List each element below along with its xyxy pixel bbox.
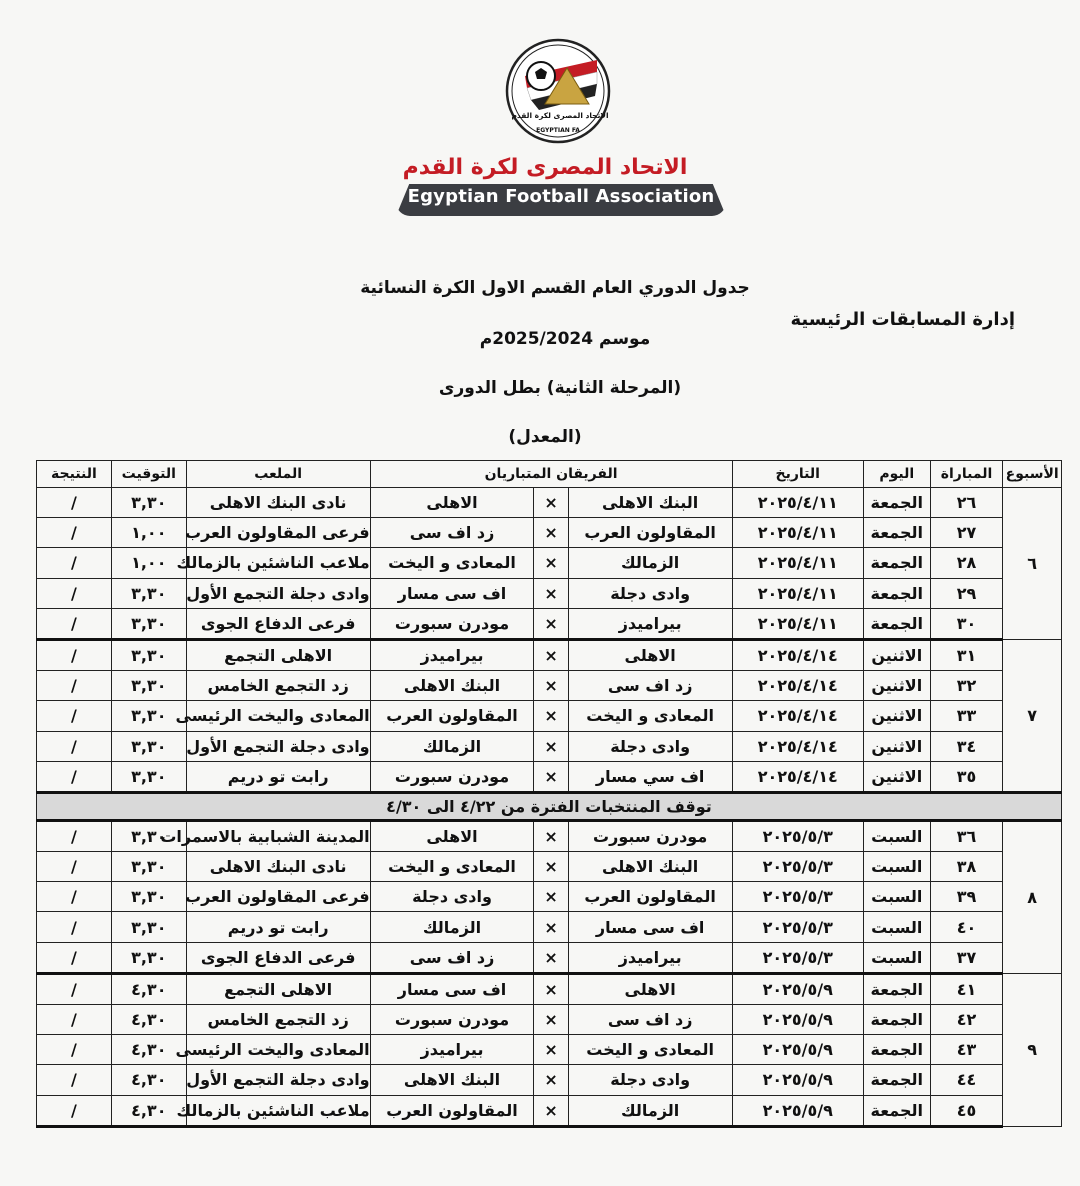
away-team: الاهلى bbox=[370, 820, 534, 851]
association-arabic-name: الاتحاد المصرى لكرة القدم bbox=[402, 155, 688, 180]
versus-mark: × bbox=[534, 488, 568, 518]
table-row bbox=[37, 488, 1062, 518]
home-team: البنك الاهلى bbox=[568, 488, 732, 518]
match-result: / bbox=[37, 608, 112, 639]
col-header-date: التاريخ bbox=[732, 461, 863, 488]
away-team: البنك الاهلى bbox=[370, 1065, 534, 1095]
match-time: ١,٠٠ bbox=[111, 518, 186, 548]
away-team: بيراميدز bbox=[370, 1035, 534, 1065]
match-day: الاثنين bbox=[863, 731, 930, 761]
match-venue: ملاعب الناشئين بالزمالك bbox=[186, 548, 370, 578]
match-time: ٣,٣٠ bbox=[111, 671, 186, 701]
match-date: ٢٠٢٥/٤/١٤ bbox=[732, 701, 863, 731]
table-row bbox=[37, 761, 1062, 792]
away-team: وادى دجلة bbox=[370, 882, 534, 912]
versus-mark: × bbox=[534, 1065, 568, 1095]
modified-label: (المعدل) bbox=[508, 427, 582, 447]
match-venue: المعادى واليخت الرئيسى bbox=[186, 701, 370, 731]
match-day: الجمعة bbox=[863, 1065, 930, 1095]
match-number: ٤٥ bbox=[930, 1095, 1003, 1126]
match-day: الجمعة bbox=[863, 1005, 930, 1035]
match-venue: الاهلى التجمع bbox=[186, 639, 370, 670]
versus-mark: × bbox=[534, 942, 568, 973]
versus-mark: × bbox=[534, 820, 568, 851]
match-venue: الاهلى التجمع bbox=[186, 973, 370, 1004]
match-time: ٤,٣٠ bbox=[111, 1005, 186, 1035]
match-date: ٢٠٢٥/٥/٣ bbox=[732, 942, 863, 973]
match-venue: المعادى واليخت الرئيسى bbox=[186, 1035, 370, 1065]
match-venue: رابت تو دريم bbox=[186, 761, 370, 792]
match-day: الجمعة bbox=[863, 1095, 930, 1126]
match-day: الجمعة bbox=[863, 1035, 930, 1065]
home-team: المقاولون العرب bbox=[568, 882, 732, 912]
match-date: ٢٠٢٥/٤/١٤ bbox=[732, 731, 863, 761]
efa-emblem-logo bbox=[505, 38, 611, 144]
home-team: وادى دجلة bbox=[568, 731, 732, 761]
home-team: الزمالك bbox=[568, 548, 732, 578]
match-time: ٣,٣٠ bbox=[111, 820, 186, 851]
away-team: المعادى و اليخت bbox=[370, 548, 534, 578]
table-row bbox=[37, 852, 1062, 882]
away-team: مودرن سبورت bbox=[370, 608, 534, 639]
table-row bbox=[37, 731, 1062, 761]
away-team: اف سى مسار bbox=[370, 973, 534, 1004]
match-time: ٣,٣٠ bbox=[111, 761, 186, 792]
match-date: ٢٠٢٥/٥/٩ bbox=[732, 973, 863, 1004]
match-number: ٣١ bbox=[930, 639, 1003, 670]
stage-label: (المرحلة الثانية) بطل الدورى bbox=[438, 378, 682, 398]
home-team: الزمالك bbox=[568, 1095, 732, 1126]
table-row bbox=[37, 912, 1062, 942]
col-header-venue: الملعب bbox=[186, 461, 370, 488]
match-result: / bbox=[37, 973, 112, 1004]
match-number: ٤٤ bbox=[930, 1065, 1003, 1095]
match-result: / bbox=[37, 820, 112, 851]
home-team: زد اف سى bbox=[568, 671, 732, 701]
match-day: الجمعة bbox=[863, 548, 930, 578]
match-date: ٢٠٢٥/٥/٩ bbox=[732, 1005, 863, 1035]
week-number: ٦ bbox=[1003, 488, 1062, 640]
match-day: الاثنين bbox=[863, 761, 930, 792]
association-english-name: Egyptian Football Association bbox=[407, 186, 715, 207]
away-team: بيراميدز bbox=[370, 639, 534, 670]
table-row bbox=[37, 1095, 1062, 1126]
col-header-time: التوقيت bbox=[111, 461, 186, 488]
match-number: ٣٩ bbox=[930, 882, 1003, 912]
away-team: البنك الاهلى bbox=[370, 671, 534, 701]
away-team: المعادى و اليخت bbox=[370, 852, 534, 882]
match-number: ٢٦ bbox=[930, 488, 1003, 518]
table-row bbox=[37, 820, 1062, 851]
emblem-arabic-text: الاتحاد المصرى لكرة القدم bbox=[511, 111, 609, 120]
match-venue: زد التجمع الخامس bbox=[186, 671, 370, 701]
week-number: ٩ bbox=[1003, 973, 1062, 1126]
col-header-teams: الفريقان المتباريان bbox=[370, 461, 732, 488]
col-header-day: اليوم bbox=[863, 461, 930, 488]
match-day: السبت bbox=[863, 882, 930, 912]
match-number: ٣٧ bbox=[930, 942, 1003, 973]
match-number: ٤٢ bbox=[930, 1005, 1003, 1035]
match-time: ٣,٣٠ bbox=[111, 608, 186, 639]
table-header-row bbox=[37, 461, 1062, 488]
match-day: الاثنين bbox=[863, 671, 930, 701]
away-team: مودرن سبورت bbox=[370, 1005, 534, 1035]
table-row bbox=[37, 578, 1062, 608]
versus-mark: × bbox=[534, 1035, 568, 1065]
versus-mark: × bbox=[534, 1095, 568, 1126]
match-result: / bbox=[37, 1005, 112, 1035]
match-result: / bbox=[37, 578, 112, 608]
versus-mark: × bbox=[534, 731, 568, 761]
match-venue: نادى البنك الاهلى bbox=[186, 488, 370, 518]
home-team: زد اف سى bbox=[568, 1005, 732, 1035]
match-date: ٢٠٢٥/٤/١١ bbox=[732, 608, 863, 639]
match-date: ٢٠٢٥/٥/٣ bbox=[732, 820, 863, 851]
schedule-title: جدول الدوري العام القسم الاول الكرة النسائية bbox=[360, 278, 750, 298]
match-date: ٢٠٢٥/٥/٣ bbox=[732, 912, 863, 942]
match-result: / bbox=[37, 731, 112, 761]
association-header bbox=[0, 0, 1080, 230]
match-venue: زد التجمع الخامس bbox=[186, 1005, 370, 1035]
table-row bbox=[37, 671, 1062, 701]
match-number: ٣٣ bbox=[930, 701, 1003, 731]
home-team: اف سى مسار bbox=[568, 912, 732, 942]
match-day: السبت bbox=[863, 820, 930, 851]
versus-mark: × bbox=[534, 1005, 568, 1035]
match-day: الجمعة bbox=[863, 518, 930, 548]
table-row bbox=[37, 639, 1062, 670]
home-team: البنك الاهلى bbox=[568, 852, 732, 882]
home-team: بيراميدز bbox=[568, 608, 732, 639]
match-date: ٢٠٢٥/٤/١١ bbox=[732, 518, 863, 548]
match-day: الجمعة bbox=[863, 488, 930, 518]
away-team: المقاولون العرب bbox=[370, 1095, 534, 1126]
table-row bbox=[37, 548, 1062, 578]
versus-mark: × bbox=[534, 548, 568, 578]
match-date: ٢٠٢٥/٤/١٤ bbox=[732, 639, 863, 670]
match-number: ٣٢ bbox=[930, 671, 1003, 701]
match-time: ٤,٣٠ bbox=[111, 1035, 186, 1065]
match-number: ٤٠ bbox=[930, 912, 1003, 942]
versus-mark: × bbox=[534, 882, 568, 912]
match-number: ٤١ bbox=[930, 973, 1003, 1004]
match-result: / bbox=[37, 1095, 112, 1126]
match-number: ٤٣ bbox=[930, 1035, 1003, 1065]
away-team: الزمالك bbox=[370, 731, 534, 761]
match-time: ٣,٣٠ bbox=[111, 912, 186, 942]
department-name: إدارة المسابقات الرئيسية bbox=[790, 309, 1015, 330]
match-date: ٢٠٢٥/٥/٣ bbox=[732, 882, 863, 912]
col-header-result: النتيجة bbox=[37, 461, 112, 488]
table-row bbox=[37, 518, 1062, 548]
table-row bbox=[37, 942, 1062, 973]
match-result: / bbox=[37, 912, 112, 942]
match-venue: ملاعب الناشئين بالزمالك bbox=[186, 1095, 370, 1126]
match-venue: وادى دجلة التجمع الأول bbox=[186, 578, 370, 608]
home-team: وادى دجلة bbox=[568, 1065, 732, 1095]
match-venue: فرعى المقاولون العرب bbox=[186, 882, 370, 912]
home-team: المقاولون العرب bbox=[568, 518, 732, 548]
home-team: بيراميدز bbox=[568, 942, 732, 973]
versus-mark: × bbox=[534, 608, 568, 639]
home-team: المعادى و اليخت bbox=[568, 701, 732, 731]
away-team: اف سى مسار bbox=[370, 578, 534, 608]
match-venue: وادى دجلة التجمع الأول bbox=[186, 731, 370, 761]
week-number: ٧ bbox=[1003, 639, 1062, 792]
match-day: السبت bbox=[863, 852, 930, 882]
table-row bbox=[37, 701, 1062, 731]
match-venue: المدينة الشبابية بالاسمرات bbox=[186, 820, 370, 851]
match-result: / bbox=[37, 701, 112, 731]
home-team: مودرن سبورت bbox=[568, 820, 732, 851]
match-number: ٢٧ bbox=[930, 518, 1003, 548]
home-team: الاهلى bbox=[568, 639, 732, 670]
match-result: / bbox=[37, 1035, 112, 1065]
match-time: ٣,٣٠ bbox=[111, 578, 186, 608]
home-team: المعادى و اليخت bbox=[568, 1035, 732, 1065]
versus-mark: × bbox=[534, 912, 568, 942]
season-label: موسم 2025/2024م bbox=[479, 329, 651, 349]
international-break-text: توقف المنتخبات الفترة من ٤/٢٢ الى ٤/٣٠ bbox=[37, 792, 1062, 820]
match-day: السبت bbox=[863, 942, 930, 973]
table-row bbox=[37, 882, 1062, 912]
match-result: / bbox=[37, 518, 112, 548]
versus-mark: × bbox=[534, 761, 568, 792]
match-date: ٢٠٢٥/٥/٩ bbox=[732, 1035, 863, 1065]
versus-mark: × bbox=[534, 639, 568, 670]
versus-mark: × bbox=[534, 671, 568, 701]
table-row bbox=[37, 1035, 1062, 1065]
away-team: المقاولون العرب bbox=[370, 701, 534, 731]
match-number: ٢٩ bbox=[930, 578, 1003, 608]
col-header-week: الأسبوع bbox=[1003, 461, 1062, 488]
match-date: ٢٠٢٥/٤/١٤ bbox=[732, 761, 863, 792]
match-day: الاثنين bbox=[863, 639, 930, 670]
match-number: ٣٥ bbox=[930, 761, 1003, 792]
away-team: الزمالك bbox=[370, 912, 534, 942]
match-date: ٢٠٢٥/٤/١١ bbox=[732, 548, 863, 578]
match-venue: نادى البنك الاهلى bbox=[186, 852, 370, 882]
match-time: ٣,٣٠ bbox=[111, 731, 186, 761]
match-date: ٢٠٢٥/٤/١١ bbox=[732, 578, 863, 608]
table-row bbox=[37, 1005, 1062, 1035]
home-team: الاهلى bbox=[568, 973, 732, 1004]
match-venue: فرعى الدفاع الجوى bbox=[186, 942, 370, 973]
match-result: / bbox=[37, 548, 112, 578]
versus-mark: × bbox=[534, 518, 568, 548]
match-time: ٣,٣٠ bbox=[111, 852, 186, 882]
match-day: السبت bbox=[863, 912, 930, 942]
match-result: / bbox=[37, 942, 112, 973]
match-result: / bbox=[37, 488, 112, 518]
versus-mark: × bbox=[534, 852, 568, 882]
match-day: الجمعة bbox=[863, 608, 930, 639]
versus-mark: × bbox=[534, 973, 568, 1004]
match-result: / bbox=[37, 882, 112, 912]
match-result: / bbox=[37, 671, 112, 701]
away-team: الاهلى bbox=[370, 488, 534, 518]
match-time: ٤,٣٠ bbox=[111, 1065, 186, 1095]
match-time: ٣,٣٠ bbox=[111, 882, 186, 912]
away-team: زد اف سى bbox=[370, 518, 534, 548]
match-time: ٣,٣٠ bbox=[111, 639, 186, 670]
match-venue: فرعى الدفاع الجوى bbox=[186, 608, 370, 639]
match-date: ٢٠٢٥/٥/٩ bbox=[732, 1065, 863, 1095]
match-time: ٣,٣٠ bbox=[111, 701, 186, 731]
match-date: ٢٠٢٥/٥/٩ bbox=[732, 1095, 863, 1126]
home-team: اف سي مسار bbox=[568, 761, 732, 792]
col-header-match: المباراة bbox=[930, 461, 1003, 488]
match-venue: فرعى المقاولون العرب bbox=[186, 518, 370, 548]
versus-mark: × bbox=[534, 701, 568, 731]
match-time: ٣,٣٠ bbox=[111, 942, 186, 973]
table-row bbox=[37, 1065, 1062, 1095]
versus-mark: × bbox=[534, 578, 568, 608]
match-date: ٢٠٢٥/٤/١٤ bbox=[732, 671, 863, 701]
match-time: ٤,٣٠ bbox=[111, 973, 186, 1004]
match-number: ٣٤ bbox=[930, 731, 1003, 761]
match-result: / bbox=[37, 761, 112, 792]
home-team: وادى دجلة bbox=[568, 578, 732, 608]
match-venue: رابت تو دريم bbox=[186, 912, 370, 942]
match-time: ١,٠٠ bbox=[111, 548, 186, 578]
match-day: الجمعة bbox=[863, 578, 930, 608]
away-team: زد اف سى bbox=[370, 942, 534, 973]
match-result: / bbox=[37, 639, 112, 670]
match-time: ٣,٣٠ bbox=[111, 488, 186, 518]
table-row bbox=[37, 973, 1062, 1004]
match-date: ٢٠٢٥/٤/١١ bbox=[732, 488, 863, 518]
match-time: ٤,٣٠ bbox=[111, 1095, 186, 1126]
match-number: ٣٠ bbox=[930, 608, 1003, 639]
away-team: مودرن سبورت bbox=[370, 761, 534, 792]
emblem-english-text: EGYPTIAN FA bbox=[536, 127, 580, 134]
match-result: / bbox=[37, 1065, 112, 1095]
match-number: ٢٨ bbox=[930, 548, 1003, 578]
match-day: الجمعة bbox=[863, 973, 930, 1004]
international-break-row bbox=[37, 792, 1062, 820]
match-result: / bbox=[37, 852, 112, 882]
week-number: ٨ bbox=[1003, 820, 1062, 973]
match-number: ٣٦ bbox=[930, 820, 1003, 851]
table-row bbox=[37, 608, 1062, 639]
fixtures-body bbox=[37, 488, 1062, 1127]
fixtures-table bbox=[36, 460, 1062, 1128]
match-day: الاثنين bbox=[863, 701, 930, 731]
match-venue: وادى دجلة التجمع الأول bbox=[186, 1065, 370, 1095]
match-number: ٣٨ bbox=[930, 852, 1003, 882]
match-date: ٢٠٢٥/٥/٣ bbox=[732, 852, 863, 882]
